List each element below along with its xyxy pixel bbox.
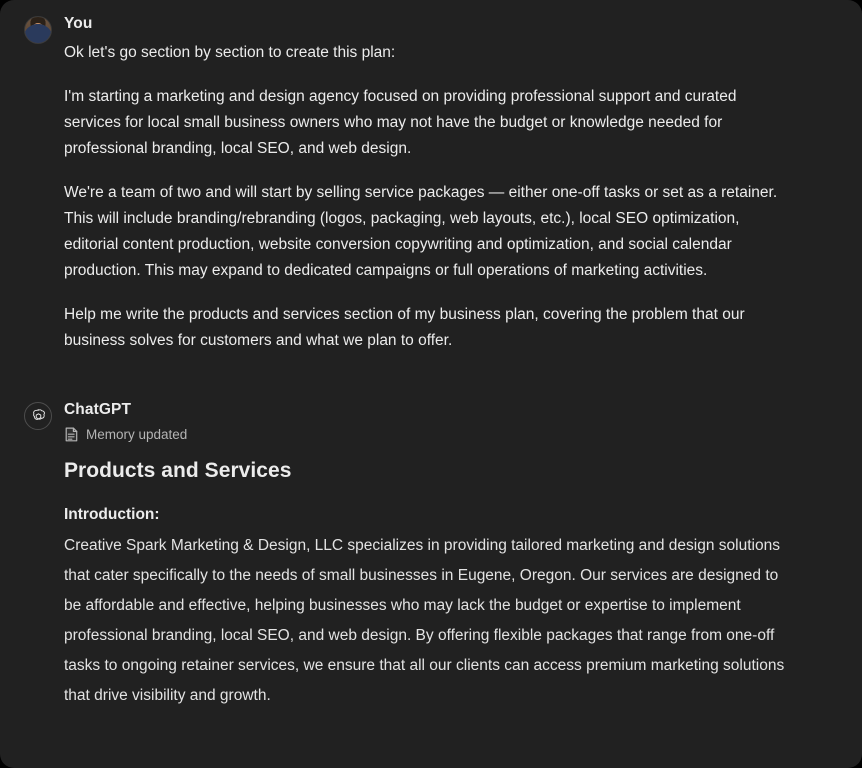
user-avatar-photo xyxy=(25,17,51,43)
message-author: ChatGPT xyxy=(64,401,132,418)
memory-updated-icon xyxy=(64,426,79,443)
message-paragraph: We're a team of two and will start by selling service packages — either one-off tasks or set as a retainer. This will include branding/rebranding (logos, packaging, web layouts, etc.), local SEO optimization, editorial content production, website conversion copywriting and optimization, and social calendar production. This may expand to dedicated campaigns or full operations of marketing activities. xyxy=(64,184,778,279)
message-paragraph: Ok let's go section by section to create this plan: xyxy=(64,44,396,61)
response-body: Creative Spark Marketing & Design, LLC specializes in providing tailored marketing and design solutions that cater specifically to the needs of small businesses in Eugene, Oregon. Our services are designed to be affordable and effective, helping businesses who may lack the budget or expertise to implement professional branding, local SEO, and web design. By offering flexible packages that range from one-off tasks to ongoing retainer services, we ensure that all our clients can access premium marketing solutions that drive visibility and growth. xyxy=(64,537,785,704)
memory-updated-notice xyxy=(64,426,792,443)
memory-updated-label: Memory updated xyxy=(86,426,188,442)
avatar xyxy=(24,402,52,430)
section-heading: Products and Services xyxy=(64,459,292,482)
message-paragraph: I'm starting a marketing and design agency focused on providing professional support and curated services for local small business owners who may not have the budget or knowledge needed for professional branding, local SEO, and web design. xyxy=(64,88,737,157)
openai-logo-icon xyxy=(30,408,47,425)
message-author: You xyxy=(64,15,93,32)
subsection-heading: Introduction: xyxy=(64,506,160,523)
message-assistant xyxy=(0,400,862,711)
message-paragraph: Help me write the products and services section of my business plan, covering the problem that our business solves for customers and what we plan to offer. xyxy=(64,306,745,349)
message-user xyxy=(0,14,862,354)
avatar xyxy=(24,16,52,44)
